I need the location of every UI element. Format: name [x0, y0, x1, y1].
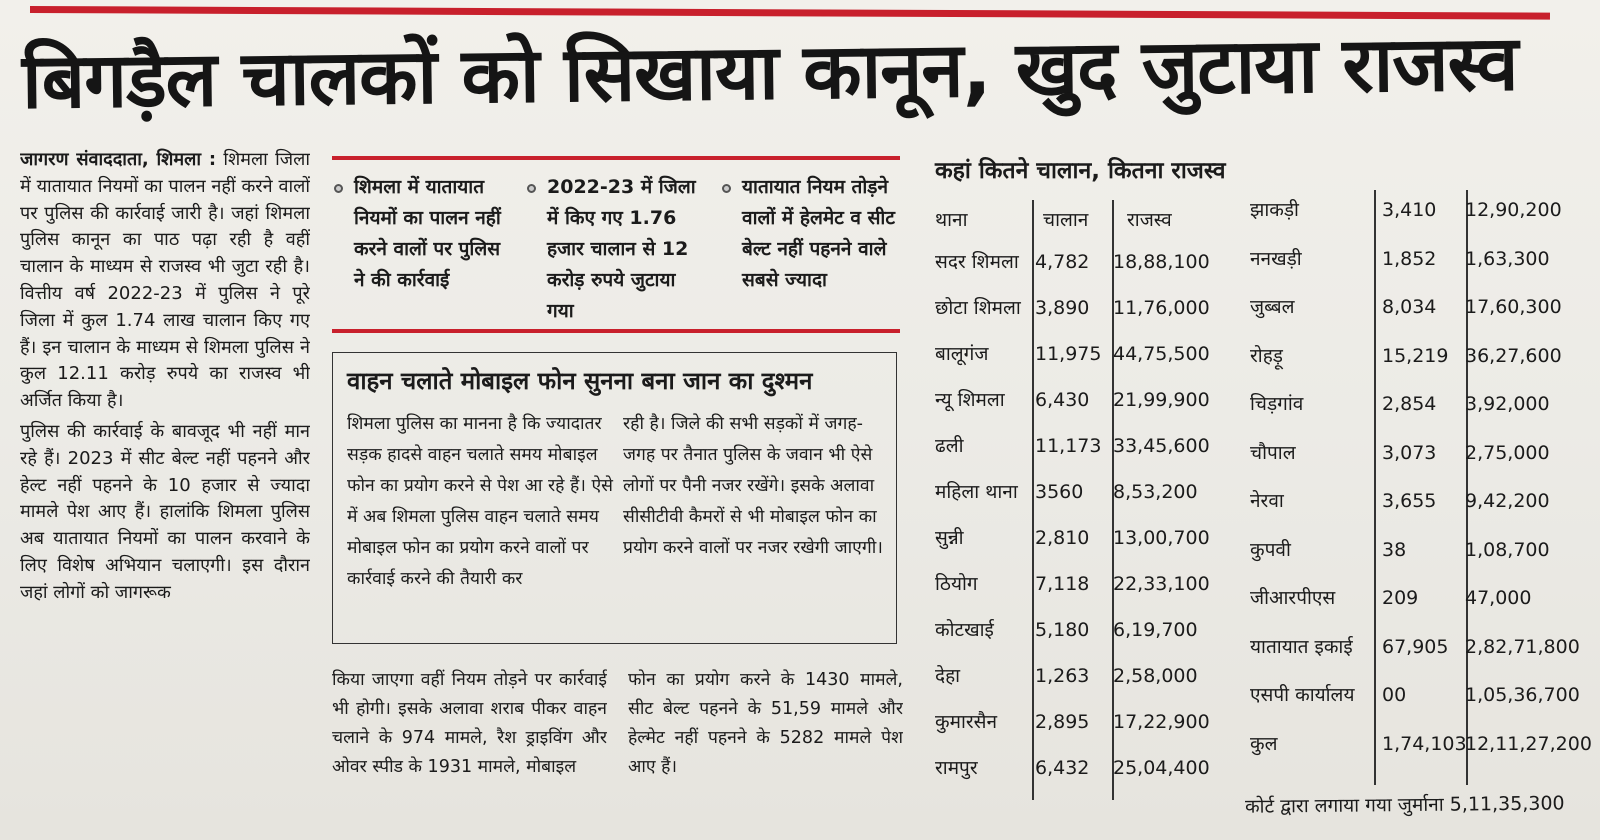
challan-count-cell: 3560: [1035, 481, 1084, 503]
challan-count-cell: 38: [1382, 538, 1407, 561]
station-cell: ढली: [935, 435, 964, 457]
challan-count-cell: 209: [1382, 587, 1419, 609]
bullet-icon: [722, 184, 731, 193]
revenue-cell: 3,92,000: [1465, 393, 1550, 415]
revenue-cell: 13,00,700: [1113, 527, 1210, 549]
revenue-cell: 9,42,200: [1465, 490, 1550, 512]
revenue-cell: 22,33,100: [1113, 573, 1210, 595]
challan-count-cell: 00: [1382, 684, 1407, 706]
article-paragraph-2: पुलिस की कार्रवाई के बावजूद भी नहीं मान रहे हैं। 2023 में सीट बेल्ट नहीं पहनने और हेल्ट नहीं पहनने के 10 हजार से ज्यादा मामले पेश आए हैं। हालांकि शिमला पुलिस अब यातायात नियमों का पालन करवाने के लिए विशेष अभियान चलाएगी। इस दौरान जहां लोगों को जागरूक: [20, 420, 310, 603]
challan-count-cell: 5,180: [1035, 619, 1090, 641]
highlight-item: [720, 172, 900, 322]
boxed-story-column-1: शिमला पुलिस का मानना है कि ज्यादातर सड़क हादसे वाहन चलाते समय मोबाइल फोन का प्रयोग करने से पेश आ रहे हैं। ऐसे में अब शिमला पुलिस वाहन चलाते समय मोबाइल फोन का प्रयोग करने वालों पर कार्रवाई करने की तैयारी कर: [347, 414, 614, 589]
challan-count-cell: 3,890: [1035, 297, 1090, 319]
station-cell: रोहड़ू: [1250, 344, 1283, 367]
highlight-item: [525, 172, 705, 322]
table-title: कहां कितने चालान, कितना राजस्व: [935, 158, 1226, 184]
revenue-cell: 12,90,200: [1465, 199, 1562, 221]
court-fine-note: कोर्ट द्वारा लगाया गया जुर्माना 5,11,35,300: [1244, 792, 1565, 818]
challan-count-cell: 3,410: [1382, 199, 1437, 221]
header-station: थाना: [935, 209, 968, 231]
station-cell: ननखड़ी: [1250, 247, 1302, 270]
boxed-story-column-2: रही है। जिले की सभी सड़कों में जगह-जगह पर तैनात पुलिस के जवान भी ऐसे लोगों पर पैनी नजर रखेंगे। इसके अलावा सीसीटीवी कैमरों से भी मोबाइल फोन का प्रयोग करने वालों पर नजर रखेगी जाएगी।: [623, 414, 883, 558]
revenue-cell: 25,04,400: [1113, 757, 1210, 779]
station-cell: सदर शिमला: [935, 251, 1019, 273]
revenue-table-left: [935, 205, 1215, 795]
station-cell: बालूगंज: [935, 343, 989, 365]
challan-count-cell: 7,118: [1035, 573, 1090, 595]
station-cell: छोटा शिमला: [935, 297, 1021, 319]
station-cell: कुल: [1250, 732, 1278, 755]
revenue-cell: 1,05,36,700: [1465, 684, 1580, 706]
station-cell: न्यू शिमला: [935, 389, 1005, 411]
byline: जागरण संवाददाता, शिमला :: [20, 149, 217, 170]
station-cell: रामपुर: [935, 757, 978, 779]
headline: बिगड़ैल चालकों को सिखाया कानून, खुद जुटाया राजस्व: [21, 18, 1518, 126]
highlight-text: 2022-23 में जिला में किए गए 1.76 हजार चालान से 12 करोड़ रुपये जुटाया गया: [547, 176, 696, 322]
challan-count-cell: 3,655: [1382, 490, 1437, 512]
challan-count-cell: 3,073: [1382, 441, 1437, 464]
station-cell: कुपवी: [1250, 538, 1291, 561]
revenue-cell: 8,53,200: [1113, 481, 1198, 503]
revenue-table-right: [1250, 195, 1592, 785]
station-cell: ठियोग: [935, 573, 978, 595]
left-column-article: [20, 147, 310, 837]
revenue-cell: 33,45,600: [1113, 435, 1210, 457]
highlight-text: यातायात नियम तोड़ने वालों में हेलमेट व सीट बेल्ट नहीं पहनने वाले सबसे ज्यादा: [742, 176, 895, 291]
challan-count-cell: 2,854: [1382, 393, 1437, 415]
challan-count-cell: 6,430: [1035, 389, 1090, 411]
revenue-cell: 11,76,000: [1113, 297, 1210, 319]
challan-count-cell: 1,74,103: [1382, 732, 1467, 755]
challan-count-cell: 1,263: [1035, 665, 1090, 687]
station-cell: कुमारसैन: [935, 711, 998, 733]
revenue-cell: 1,08,700: [1465, 538, 1550, 561]
challan-count-cell: 2,810: [1035, 527, 1090, 549]
challan-count-cell: 11,173: [1035, 435, 1102, 457]
challan-count-cell: 8,034: [1382, 296, 1437, 318]
bullet-icon: [527, 184, 536, 193]
challan-count-cell: 6,432: [1035, 757, 1090, 779]
station-cell: यातायात इकाई: [1250, 635, 1353, 658]
station-cell: सुन्नी: [935, 527, 964, 549]
station-cell: झाकड़ी: [1250, 199, 1299, 221]
revenue-cell: 17,22,900: [1113, 711, 1210, 733]
article-paragraph-1: [20, 147, 310, 415]
station-cell: चिड़गांव: [1250, 393, 1304, 415]
station-cell: नेरवा: [1250, 490, 1284, 512]
challan-count-cell: 11,975: [1035, 343, 1102, 365]
boxed-story-title: वाहन चलाते मोबाइल फोन सुनना बना जान का दुश्मन: [347, 367, 813, 395]
header-revenue: राजस्व: [1127, 209, 1172, 231]
revenue-cell: 1,63,300: [1465, 247, 1550, 270]
revenue-cell: 44,75,500: [1113, 343, 1210, 365]
paragraph-1-text: शिमला जिला में यातायात नियमों का पालन नहीं करने वालों पर पुलिस की कार्रवाई जारी है। जहां शिमला पुलिस कानून का पाठ पढ़ा रही है वहीं चालान के माध्यम से राजस्व भी जुटा रही है। वित्तीय वर्ष 2022-23 में पुलिस ने पूरे जिला में कुल 1.74 लाख चालान किए गए हैं। इन चालान के माध्यम से शिमला पुलिस ने कुल 12.11 करोड़ रुपये का राजस्व भी अर्जित किया है।: [20, 149, 310, 412]
station-cell: एसपी कार्यालय: [1250, 684, 1355, 706]
revenue-cell: 17,60,300: [1465, 296, 1562, 318]
station-cell: कोटखाई: [935, 619, 994, 641]
revenue-cell: 2,82,71,800: [1465, 635, 1580, 658]
revenue-cell: 21,99,900: [1113, 389, 1210, 411]
highlights-bottom-rule: [332, 329, 900, 333]
bottom-column-1: किया जाएगा वहीं नियम तोड़ने पर कार्रवाई भी होगी। इसके अलावा शराब पीकर वाहन चलाने के 974 मामले, रैश ड्राइविंग और ओवर स्पीड के 1931 मामले, मोबाइल: [332, 670, 607, 777]
challan-count-cell: 2,895: [1035, 711, 1090, 733]
challan-count-cell: 1,852: [1382, 247, 1437, 270]
revenue-cell: 18,88,100: [1113, 251, 1210, 273]
revenue-cell: 47,000: [1465, 587, 1532, 609]
bullet-icon: [334, 184, 343, 193]
revenue-cell: 12,11,27,200: [1465, 732, 1592, 755]
bottom-column-2: फोन का प्रयोग करने के 1430 मामले, सीट बेल्ट पहनने के 51,59 मामले और हेल्मेट नहीं पहनने के 5282 मामले पेश आए हैं।: [628, 670, 903, 777]
highlight-item: [332, 172, 512, 322]
station-cell: देहा: [935, 665, 961, 687]
revenue-cell: 2,75,000: [1465, 441, 1550, 464]
station-cell: महिला थाना: [935, 481, 1018, 503]
highlights-top-rule: [332, 156, 900, 160]
station-cell: जुब्बल: [1250, 296, 1295, 318]
revenue-cell: 6,19,700: [1113, 619, 1198, 641]
header-challans: चालान: [1043, 209, 1089, 231]
highlight-text: शिमला में यातायात नियमों का पालन नहीं करने वालों पर पुलिस ने की कार्रवाई: [354, 176, 501, 291]
station-cell: जीआरपीएस: [1250, 587, 1336, 609]
revenue-cell: 36,27,600: [1465, 344, 1562, 367]
challan-count-cell: 67,905: [1382, 635, 1449, 658]
challan-count-cell: 4,782: [1035, 251, 1090, 273]
challan-count-cell: 15,219: [1382, 344, 1449, 367]
revenue-cell: 2,58,000: [1113, 665, 1198, 687]
boxed-story: [332, 352, 897, 644]
station-cell: चौपाल: [1250, 441, 1296, 464]
